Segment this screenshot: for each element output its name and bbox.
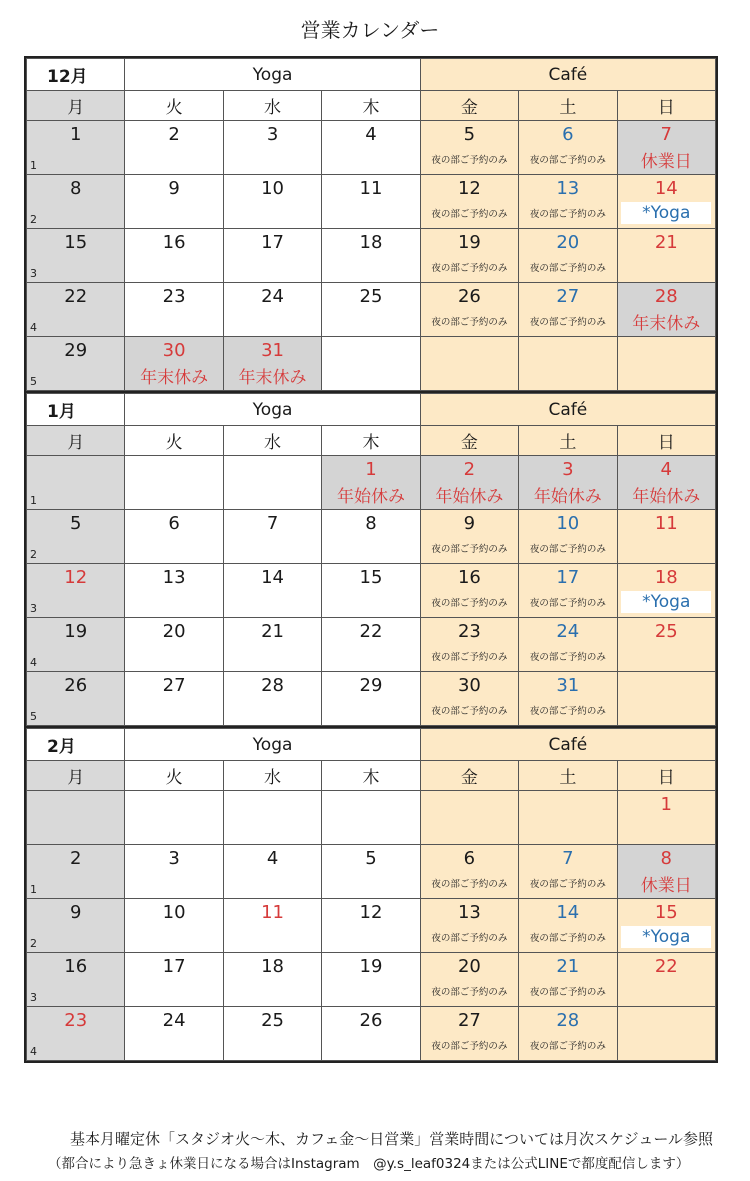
day-cell [125,791,223,845]
weekday-header: 日 [617,426,715,456]
day-number: 15 [654,902,678,923]
day-cell [223,229,321,283]
day-cell [420,229,518,283]
day-cell [223,564,321,618]
day-cell [519,791,617,845]
day-cell [125,229,223,283]
dinner-reservation-note: 夜の部ご予約のみ [431,933,508,944]
day-number: 26 [64,675,88,696]
week-row [27,564,716,618]
dinner-reservation-note: 夜の部ご予約のみ [529,155,606,166]
week-row [27,618,716,672]
day-cell [223,618,321,672]
day-cell [125,618,223,672]
day-number: 3 [168,848,180,869]
day-number: 13 [457,902,481,923]
week-row [27,121,716,175]
dinner-reservation-note: 夜の部ご予約のみ [431,598,508,609]
month-label: 1月 [27,394,125,426]
day-cell [322,899,420,953]
dinner-reservation-note: 夜の部ご予約のみ [529,544,606,555]
day-cell [322,175,420,229]
day-cell [322,1007,420,1061]
day-cell [617,456,715,510]
week-number: 4 [30,1045,37,1058]
day-cell [519,672,617,726]
week-row [27,337,716,391]
day-number: 12 [359,902,383,923]
week-number: 3 [30,602,37,615]
day-cell [420,1007,518,1061]
day-number: 4 [365,124,377,145]
weekday-header: 土 [519,91,617,121]
closure-label: 年始休み [632,487,701,507]
weekday-header: 木 [322,426,420,456]
day-cell [27,337,125,391]
day-cell [27,456,125,510]
day-number: 8 [69,178,82,199]
day-cell [617,899,715,953]
day-cell [519,175,617,229]
month-label: 12月 [27,59,125,91]
day-cell [617,845,715,899]
day-number: 23 [162,286,186,307]
weekday-header: 木 [322,91,420,121]
day-number: 27 [457,1010,481,1031]
day-number: 25 [654,621,678,642]
day-number: 24 [162,1010,186,1031]
day-number: 12 [64,567,88,588]
day-number: 6 [463,848,476,869]
day-number: 2 [168,124,180,145]
day-number: 3 [562,459,574,480]
day-number: 27 [162,675,186,696]
day-cell [322,845,420,899]
day-cell [223,899,321,953]
weekday-header: 火 [125,91,223,121]
day-number: 21 [261,621,284,642]
day-cell [125,337,223,391]
dinner-reservation-note: 夜の部ご予約のみ [431,652,508,663]
day-number: 28 [556,1010,580,1031]
yoga-section-label: Yoga [125,394,420,426]
week-row [27,791,716,845]
day-cell [223,672,321,726]
day-number: 21 [556,956,580,977]
day-number: 3 [266,124,279,145]
day-cell [125,564,223,618]
weekday-header: 月 [27,761,125,791]
day-cell [223,845,321,899]
calendar [24,58,718,1063]
day-cell [125,121,223,175]
day-number: 23 [457,621,481,642]
day-cell [519,845,617,899]
day-number: 25 [359,286,383,307]
day-number: 4 [660,459,672,480]
day-cell [322,672,420,726]
day-number: 9 [168,178,180,199]
day-number: 19 [64,621,88,642]
day-cell [519,229,617,283]
week-number: 5 [30,710,37,723]
day-cell [519,337,617,391]
day-number: 8 [365,513,377,534]
day-number: 7 [266,513,279,534]
day-cell [125,953,223,1007]
day-cell [420,175,518,229]
day-number: 20 [556,232,580,253]
weekday-header: 日 [617,91,715,121]
week-number: 4 [30,656,37,669]
yoga-special-tag: *Yoga [621,202,711,224]
dinner-reservation-note: 夜の部ご予約のみ [529,263,606,274]
dinner-reservation-note: 夜の部ご予約のみ [529,987,606,998]
day-number: 31 [556,675,580,696]
day-number: 9 [463,513,476,534]
week-number: 1 [30,159,37,172]
day-number: 23 [64,1010,88,1031]
day-number: 22 [654,956,678,977]
weekday-header: 火 [125,761,223,791]
day-number: 7 [660,124,672,145]
day-cell [420,510,518,564]
day-cell [27,791,125,845]
weekday-header: 日 [617,761,715,791]
day-cell [322,229,420,283]
day-cell [125,899,223,953]
day-cell [420,953,518,1007]
day-cell [617,229,715,283]
day-number: 5 [69,513,82,534]
day-cell [27,564,125,618]
weekday-header: 水 [223,761,321,791]
day-cell [322,510,420,564]
week-number: 2 [30,213,37,226]
day-cell [27,1007,125,1061]
week-row [27,456,716,510]
day-cell [519,618,617,672]
day-number: 27 [556,286,580,307]
day-cell [519,564,617,618]
closure-label: 年末休み [632,314,701,334]
week-number: 1 [30,494,37,507]
day-cell [420,791,518,845]
month-label: 2月 [27,729,125,761]
week-number: 3 [30,991,37,1004]
day-cell [617,337,715,391]
week-number: 2 [30,548,37,561]
day-number: 26 [359,1010,383,1031]
day-cell [322,564,420,618]
day-cell [617,953,715,1007]
day-cell [322,456,420,510]
day-number: 17 [261,232,284,253]
day-number: 10 [261,178,284,199]
day-cell [322,953,420,1007]
day-number: 14 [556,902,580,923]
weekday-header: 水 [223,426,321,456]
closure-label: 年始休み [336,487,405,507]
day-number: 14 [654,178,678,199]
day-cell [420,618,518,672]
day-cell [223,791,321,845]
day-cell [322,283,420,337]
dinner-reservation-note: 夜の部ご予約のみ [431,317,508,328]
dinner-reservation-note: 夜の部ご予約のみ [431,263,508,274]
day-number: 18 [654,567,678,588]
day-number: 15 [64,232,88,253]
footer-note: 基本月曜定休「スタジオ火～木、カフェ金～日営業」営業時間については月次スケジュール参照 [70,1130,714,1148]
day-number: 9 [69,902,82,923]
day-number: 15 [359,567,383,588]
day-cell [125,283,223,337]
day-number: 17 [556,567,580,588]
cafe-section-label: Café [420,394,715,426]
day-number: 11 [261,902,284,923]
day-number: 26 [457,286,481,307]
day-cell [519,953,617,1007]
weekday-header: 土 [519,761,617,791]
week-row [27,845,716,899]
day-cell [519,283,617,337]
dinner-reservation-note: 夜の部ご予約のみ [529,1041,606,1052]
day-cell [617,175,715,229]
day-cell [519,1007,617,1061]
day-number: 12 [457,178,481,199]
day-number: 4 [266,848,279,869]
week-number: 4 [30,321,37,334]
dinner-reservation-note: 夜の部ご予約のみ [431,1041,508,1052]
day-cell [617,510,715,564]
day-cell [27,229,125,283]
day-cell [27,283,125,337]
page-title: 営業カレンダー [300,18,440,42]
day-number: 29 [64,340,88,361]
weekday-header: 木 [322,761,420,791]
day-cell [519,121,617,175]
day-number: 25 [261,1010,284,1031]
cafe-section-label: Café [420,729,715,761]
dinner-reservation-note: 夜の部ご予約のみ [529,209,606,220]
day-cell [27,899,125,953]
day-cell [223,456,321,510]
day-number: 22 [359,621,383,642]
closure-label: 休業日 [640,876,692,896]
day-number: 13 [556,178,580,199]
day-number: 24 [556,621,580,642]
day-cell [223,953,321,1007]
day-cell [420,899,518,953]
dinner-reservation-note: 夜の部ご予約のみ [431,879,508,890]
dinner-reservation-note: 夜の部ご予約のみ [431,155,508,166]
day-number: 18 [359,232,383,253]
day-number: 16 [64,956,88,977]
day-number: 19 [359,956,383,977]
week-row [27,229,716,283]
week-row [27,283,716,337]
day-number: 2 [69,848,82,869]
day-cell [223,510,321,564]
dinner-reservation-note: 夜の部ご予約のみ [529,933,606,944]
day-cell [27,618,125,672]
day-cell [617,672,715,726]
day-cell [27,672,125,726]
day-cell [27,175,125,229]
day-number: 7 [562,848,574,869]
day-cell [223,283,321,337]
day-cell [420,337,518,391]
dinner-reservation-note: 夜の部ご予約のみ [529,317,606,328]
day-cell [420,564,518,618]
day-cell [322,618,420,672]
day-cell [125,510,223,564]
day-cell [420,845,518,899]
weekday-header: 火 [125,426,223,456]
day-number: 5 [365,848,377,869]
day-cell [125,175,223,229]
dinner-reservation-note: 夜の部ご予約のみ [431,987,508,998]
dinner-reservation-note: 夜の部ご予約のみ [529,598,606,609]
day-cell [519,899,617,953]
day-number: 31 [261,340,284,361]
closure-label: 年始休み [533,487,602,507]
day-cell [125,845,223,899]
day-cell [420,121,518,175]
day-number: 16 [457,567,481,588]
day-number: 5 [463,124,476,145]
day-number: 10 [162,902,186,923]
month-block [24,391,718,728]
day-cell [322,121,420,175]
day-cell [420,672,518,726]
day-cell [223,121,321,175]
day-number: 30 [162,340,186,361]
day-cell [125,1007,223,1061]
day-cell [125,456,223,510]
weekday-header: 月 [27,91,125,121]
day-cell [223,1007,321,1061]
day-number: 17 [162,956,186,977]
day-number: 30 [457,675,481,696]
closure-label: 休業日 [640,152,692,172]
day-cell [420,456,518,510]
yoga-section-label: Yoga [125,729,420,761]
week-row [27,1007,716,1061]
day-number: 11 [359,178,383,199]
day-number: 14 [261,567,284,588]
day-cell [125,672,223,726]
day-cell [617,121,715,175]
day-number: 29 [359,675,383,696]
day-cell [27,510,125,564]
yoga-special-tag: *Yoga [621,591,711,613]
day-number: 28 [654,286,678,307]
week-row [27,175,716,229]
day-cell [223,175,321,229]
day-cell [617,791,715,845]
dinner-reservation-note: 夜の部ご予約のみ [431,544,508,555]
closure-label: 年末休み [238,368,307,388]
day-cell [322,791,420,845]
weekday-header: 水 [223,91,321,121]
day-number: 8 [660,848,672,869]
week-row [27,672,716,726]
day-number: 20 [162,621,186,642]
day-number: 6 [168,513,180,534]
yoga-special-tag: *Yoga [621,926,711,948]
footer-subnote: （都合により急きょ休業日になる場合はInstagram @y.s_leaf0324または公式LINEで都度配信します） [48,1156,690,1172]
day-cell [617,283,715,337]
closure-label: 年末休み [140,368,209,388]
day-number: 24 [261,286,284,307]
day-cell [420,283,518,337]
day-number: 2 [463,459,476,480]
week-number: 1 [30,883,37,896]
week-row [27,899,716,953]
yoga-section-label: Yoga [125,59,420,91]
day-cell [27,845,125,899]
week-row [27,510,716,564]
dinner-reservation-note: 夜の部ご予約のみ [529,879,606,890]
day-cell [519,510,617,564]
day-number: 20 [457,956,481,977]
cafe-section-label: Café [420,59,715,91]
month-block [24,56,718,393]
closure-label: 年始休み [435,487,504,507]
day-cell [519,456,617,510]
day-number: 16 [162,232,186,253]
day-cell [617,1007,715,1061]
day-number: 6 [562,124,574,145]
day-cell [27,953,125,1007]
day-number: 22 [64,286,88,307]
weekday-header: 土 [519,426,617,456]
day-cell [223,337,321,391]
day-number: 13 [162,567,186,588]
week-number: 3 [30,267,37,280]
day-number: 10 [556,513,580,534]
day-cell [617,564,715,618]
month-block [24,726,718,1063]
day-number: 28 [261,675,284,696]
day-number: 1 [69,124,82,145]
week-number: 5 [30,375,37,388]
weekday-header: 金 [420,426,518,456]
weekday-header: 金 [420,91,518,121]
weekday-header: 金 [420,761,518,791]
day-number: 11 [654,513,678,534]
day-cell [617,618,715,672]
day-number: 21 [654,232,678,253]
day-number: 1 [365,459,377,480]
day-cell [322,337,420,391]
week-number: 2 [30,937,37,950]
weekday-header: 月 [27,426,125,456]
dinner-reservation-note: 夜の部ご予約のみ [431,706,508,717]
day-number: 1 [660,794,672,815]
day-cell [27,121,125,175]
day-number: 18 [261,956,284,977]
dinner-reservation-note: 夜の部ご予約のみ [431,209,508,220]
dinner-reservation-note: 夜の部ご予約のみ [529,652,606,663]
day-number: 19 [457,232,481,253]
dinner-reservation-note: 夜の部ご予約のみ [529,706,606,717]
week-row [27,953,716,1007]
